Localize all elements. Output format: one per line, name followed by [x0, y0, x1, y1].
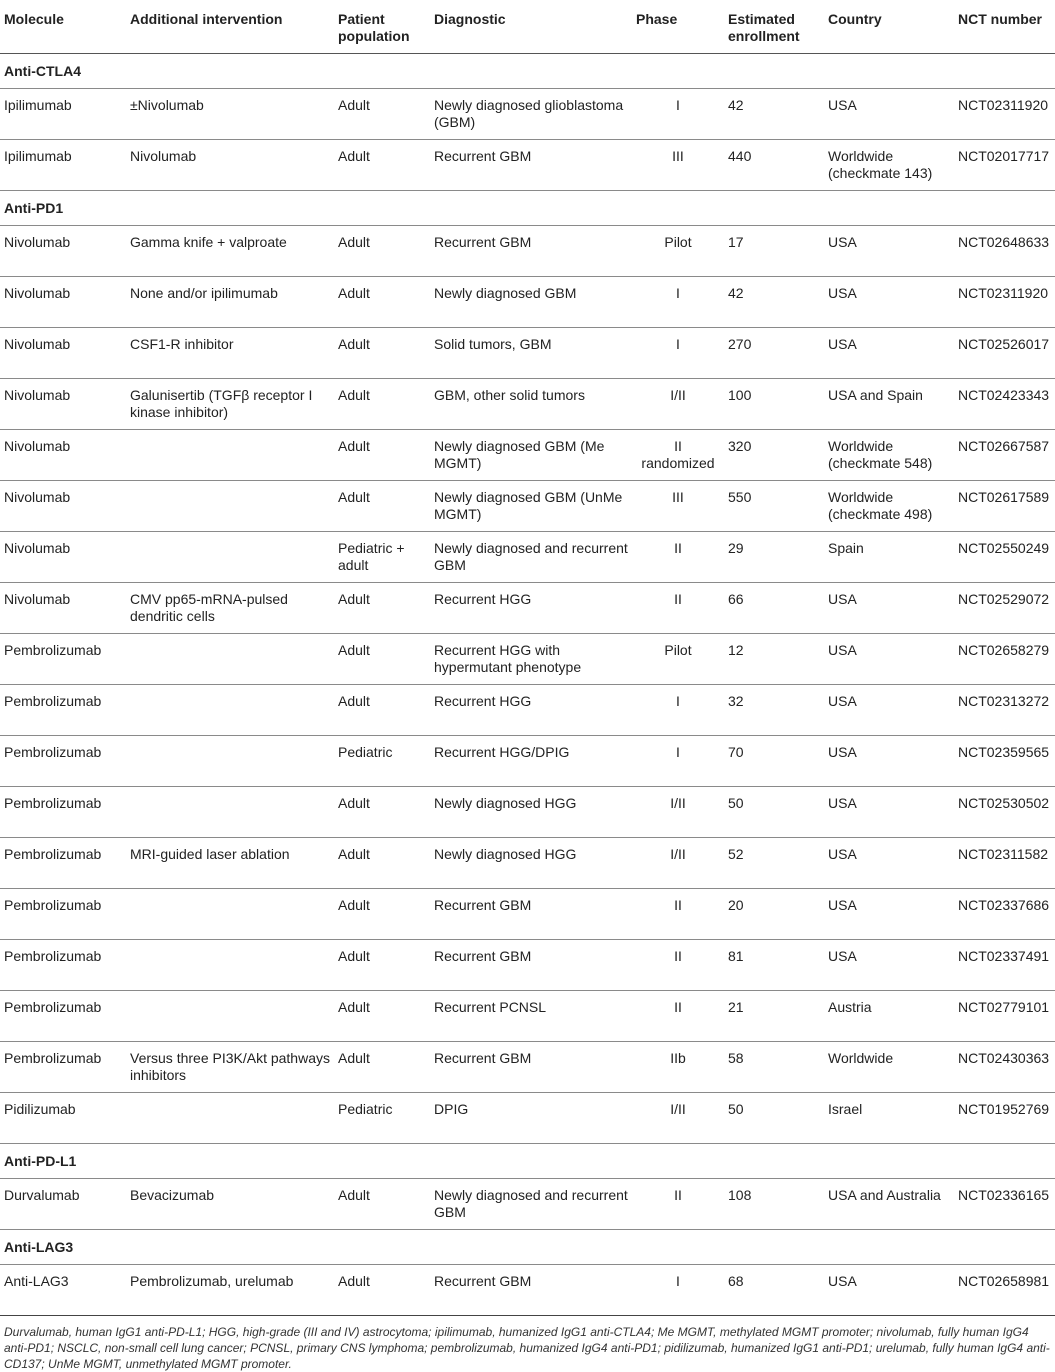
cell-nct: NCT02529072	[954, 583, 1055, 634]
cell-enrollment: 32	[724, 685, 824, 736]
cell-intervention: Gamma knife + valproate	[126, 226, 334, 277]
cell-population: Adult	[334, 226, 430, 277]
cell-population: Adult	[334, 685, 430, 736]
cell-nct: NCT02658981	[954, 1265, 1055, 1316]
cell-nct: NCT02530502	[954, 787, 1055, 838]
cell-intervention	[126, 889, 334, 940]
cell-population: Adult	[334, 430, 430, 481]
cell-diagnostic: Newly diagnosed GBM (UnMe MGMT)	[430, 481, 632, 532]
cell-molecule: Pembrolizumab	[0, 685, 126, 736]
cell-country: Worldwide (checkmate 143)	[824, 140, 954, 191]
cell-enrollment: 21	[724, 991, 824, 1042]
cell-diagnostic: Recurrent GBM	[430, 1265, 632, 1316]
table-row	[0, 1042, 1055, 1093]
cell-enrollment: 29	[724, 532, 824, 583]
header-country: Country	[824, 0, 954, 54]
cell-diagnostic: DPIG	[430, 1093, 632, 1144]
cell-nct: NCT02526017	[954, 328, 1055, 379]
cell-intervention: Nivolumab	[126, 140, 334, 191]
cell-nct: NCT02337686	[954, 889, 1055, 940]
cell-phase: III	[632, 481, 724, 532]
cell-intervention	[126, 940, 334, 991]
cell-population: Adult	[334, 1265, 430, 1316]
cell-phase: I	[632, 736, 724, 787]
table-row	[0, 481, 1055, 532]
cell-phase: I	[632, 277, 724, 328]
cell-phase: I	[632, 89, 724, 140]
cell-intervention	[126, 532, 334, 583]
cell-enrollment: 50	[724, 1093, 824, 1144]
cell-molecule: Anti-LAG3	[0, 1265, 126, 1316]
table-row	[0, 583, 1055, 634]
cell-intervention: CSF1-R inhibitor	[126, 328, 334, 379]
cell-molecule: Nivolumab	[0, 328, 126, 379]
cell-phase: II	[632, 583, 724, 634]
cell-molecule: Pidilizumab	[0, 1093, 126, 1144]
table-row	[0, 1093, 1055, 1144]
cell-country: USA	[824, 940, 954, 991]
cell-intervention: CMV pp65-mRNA-pulsed dendritic cells	[126, 583, 334, 634]
cell-intervention: Bevacizumab	[126, 1179, 334, 1230]
section-title: Anti-CTLA4	[0, 54, 1055, 89]
cell-phase: I/II	[632, 787, 724, 838]
cell-country: USA	[824, 226, 954, 277]
cell-country: Israel	[824, 1093, 954, 1144]
cell-country: USA	[824, 1265, 954, 1316]
cell-intervention	[126, 787, 334, 838]
cell-country: USA and Spain	[824, 379, 954, 430]
cell-intervention	[126, 685, 334, 736]
cell-country: USA	[824, 583, 954, 634]
header-molecule: Molecule	[0, 0, 126, 54]
section-title: Anti-PD-L1	[0, 1144, 1055, 1179]
cell-nct: NCT02550249	[954, 532, 1055, 583]
cell-molecule: Pembrolizumab	[0, 889, 126, 940]
cell-intervention	[126, 736, 334, 787]
section-title: Anti-PD1	[0, 191, 1055, 226]
header-population: Patient population	[334, 0, 430, 54]
cell-phase: II randomized	[632, 430, 724, 481]
cell-molecule: Pembrolizumab	[0, 634, 126, 685]
cell-phase: Pilot	[632, 634, 724, 685]
cell-molecule: Ipilimumab	[0, 140, 126, 191]
table-body	[0, 54, 1055, 1316]
cell-nct: NCT02311920	[954, 89, 1055, 140]
cell-molecule: Pembrolizumab	[0, 787, 126, 838]
cell-intervention	[126, 634, 334, 685]
cell-phase: III	[632, 140, 724, 191]
cell-country: USA	[824, 685, 954, 736]
cell-diagnostic: Newly diagnosed HGG	[430, 838, 632, 889]
cell-country: USA and Australia	[824, 1179, 954, 1230]
header-intervention: Additional intervention	[126, 0, 334, 54]
cell-intervention	[126, 481, 334, 532]
cell-molecule: Nivolumab	[0, 277, 126, 328]
cell-intervention: None and/or ipilimumab	[126, 277, 334, 328]
cell-diagnostic: Newly diagnosed GBM (Me MGMT)	[430, 430, 632, 481]
cell-molecule: Pembrolizumab	[0, 991, 126, 1042]
table-row	[0, 140, 1055, 191]
cell-country: Worldwide (checkmate 498)	[824, 481, 954, 532]
table-row	[0, 277, 1055, 328]
cell-intervention: Galunisertib (TGFβ receptor I kinase inhibitor)	[126, 379, 334, 430]
table-row	[0, 940, 1055, 991]
cell-molecule: Nivolumab	[0, 481, 126, 532]
cell-population: Adult	[334, 1042, 430, 1093]
cell-nct: NCT02311582	[954, 838, 1055, 889]
cell-country: Austria	[824, 991, 954, 1042]
cell-enrollment: 100	[724, 379, 824, 430]
header-phase: Phase	[632, 0, 724, 54]
cell-enrollment: 68	[724, 1265, 824, 1316]
cell-intervention	[126, 991, 334, 1042]
cell-molecule: Pembrolizumab	[0, 1042, 126, 1093]
cell-population: Adult	[334, 277, 430, 328]
cell-molecule: Nivolumab	[0, 430, 126, 481]
table-row	[0, 532, 1055, 583]
cell-phase: I	[632, 685, 724, 736]
cell-enrollment: 81	[724, 940, 824, 991]
cell-nct: NCT02337491	[954, 940, 1055, 991]
table-row	[0, 889, 1055, 940]
cell-enrollment: 320	[724, 430, 824, 481]
cell-enrollment: 108	[724, 1179, 824, 1230]
table-footnote: Durvalumab, human IgG1 anti-PD-L1; HGG, high-grade (III and IV) astrocytoma; ipilimumab, humanized IgG1 anti-CTLA4; Me MGMT, methylated MGMT promoter; nivolumab, fully human IgG4 anti-PD1; NSCLC, non-small cell lung cancer; PCNSL, primary CNS lymphoma; pembrolizumab, humanized IgG4 anti-PD1; pidilizumab, humanized IgG1 anti-PD1; urelumab, fully human IgG4 anti-CD137; UnMe MGMT, unmethylated MGMT promoter.	[4, 1325, 1050, 1371]
cell-diagnostic: Recurrent PCNSL	[430, 991, 632, 1042]
cell-phase: II	[632, 940, 724, 991]
section-row	[0, 191, 1055, 226]
cell-phase: I/II	[632, 838, 724, 889]
cell-country: USA	[824, 889, 954, 940]
table-row	[0, 430, 1055, 481]
cell-population: Adult	[334, 634, 430, 685]
cell-population: Adult	[334, 991, 430, 1042]
cell-enrollment: 17	[724, 226, 824, 277]
cell-phase: I/II	[632, 379, 724, 430]
table-row	[0, 379, 1055, 430]
cell-intervention: Versus three PI3K/Akt pathways inhibitors	[126, 1042, 334, 1093]
cell-nct: NCT02313272	[954, 685, 1055, 736]
cell-molecule: Durvalumab	[0, 1179, 126, 1230]
header-row	[0, 0, 1055, 54]
cell-country: USA	[824, 838, 954, 889]
table-row	[0, 685, 1055, 736]
cell-country: USA	[824, 787, 954, 838]
cell-intervention: Pembrolizumab, urelumab	[126, 1265, 334, 1316]
table-row	[0, 736, 1055, 787]
table-row	[0, 838, 1055, 889]
cell-intervention: ±Nivolumab	[126, 89, 334, 140]
cell-country: Worldwide	[824, 1042, 954, 1093]
cell-enrollment: 20	[724, 889, 824, 940]
cell-population: Adult	[334, 379, 430, 430]
cell-diagnostic: Recurrent HGG with hypermutant phenotype	[430, 634, 632, 685]
cell-enrollment: 58	[724, 1042, 824, 1093]
cell-diagnostic: Recurrent GBM	[430, 1042, 632, 1093]
cell-nct: NCT02658279	[954, 634, 1055, 685]
cell-phase: II	[632, 532, 724, 583]
cell-country: USA	[824, 634, 954, 685]
cell-diagnostic: Recurrent GBM	[430, 226, 632, 277]
cell-molecule: Nivolumab	[0, 583, 126, 634]
cell-phase: II	[632, 889, 724, 940]
cell-molecule: Nivolumab	[0, 379, 126, 430]
section-row	[0, 54, 1055, 89]
cell-enrollment: 440	[724, 140, 824, 191]
cell-nct: NCT02359565	[954, 736, 1055, 787]
cell-population: Adult	[334, 838, 430, 889]
cell-diagnostic: Recurrent GBM	[430, 940, 632, 991]
cell-country: USA	[824, 89, 954, 140]
header-enrollment: Estimated enrollment	[724, 0, 824, 54]
cell-diagnostic: Newly diagnosed HGG	[430, 787, 632, 838]
header-diagnostic: Diagnostic	[430, 0, 632, 54]
cell-intervention: MRI-guided laser ablation	[126, 838, 334, 889]
cell-population: Adult	[334, 940, 430, 991]
cell-nct: NCT02423343	[954, 379, 1055, 430]
cell-population: Adult	[334, 583, 430, 634]
cell-country: USA	[824, 277, 954, 328]
cell-population: Adult	[334, 328, 430, 379]
cell-country: USA	[824, 736, 954, 787]
cell-enrollment: 550	[724, 481, 824, 532]
cell-population: Adult	[334, 89, 430, 140]
table-row	[0, 328, 1055, 379]
cell-country: Worldwide (checkmate 548)	[824, 430, 954, 481]
cell-population: Adult	[334, 889, 430, 940]
cell-diagnostic: Solid tumors, GBM	[430, 328, 632, 379]
table-row	[0, 634, 1055, 685]
table-row	[0, 226, 1055, 277]
cell-population: Pediatric	[334, 736, 430, 787]
table-row	[0, 787, 1055, 838]
cell-nct: NCT02667587	[954, 430, 1055, 481]
cell-diagnostic: GBM, other solid tumors	[430, 379, 632, 430]
cell-phase: I	[632, 328, 724, 379]
cell-nct: NCT01952769	[954, 1093, 1055, 1144]
section-title: Anti-LAG3	[0, 1230, 1055, 1265]
cell-enrollment: 270	[724, 328, 824, 379]
cell-molecule: Nivolumab	[0, 532, 126, 583]
cell-phase: II	[632, 991, 724, 1042]
cell-intervention	[126, 1093, 334, 1144]
cell-enrollment: 70	[724, 736, 824, 787]
cell-population: Adult	[334, 481, 430, 532]
header-nct: NCT number	[954, 0, 1055, 54]
cell-nct: NCT02017717	[954, 140, 1055, 191]
cell-phase: I/II	[632, 1093, 724, 1144]
table-row	[0, 89, 1055, 140]
table-row	[0, 1265, 1055, 1316]
section-row	[0, 1230, 1055, 1265]
cell-nct: NCT02617589	[954, 481, 1055, 532]
cell-diagnostic: Newly diagnosed and recurrent GBM	[430, 532, 632, 583]
cell-diagnostic: Recurrent HGG/DPIG	[430, 736, 632, 787]
cell-country: Spain	[824, 532, 954, 583]
cell-molecule: Pembrolizumab	[0, 940, 126, 991]
cell-molecule: Ipilimumab	[0, 89, 126, 140]
cell-nct: NCT02311920	[954, 277, 1055, 328]
cell-population: Adult	[334, 1179, 430, 1230]
cell-diagnostic: Newly diagnosed and recurrent GBM	[430, 1179, 632, 1230]
cell-diagnostic: Recurrent GBM	[430, 889, 632, 940]
cell-phase: I	[632, 1265, 724, 1316]
cell-diagnostic: Newly diagnosed glioblastoma (GBM)	[430, 89, 632, 140]
cell-population: Adult	[334, 140, 430, 191]
cell-diagnostic: Recurrent GBM	[430, 140, 632, 191]
cell-enrollment: 50	[724, 787, 824, 838]
cell-diagnostic: Recurrent HGG	[430, 685, 632, 736]
cell-nct: NCT02648633	[954, 226, 1055, 277]
cell-molecule: Pembrolizumab	[0, 736, 126, 787]
cell-enrollment: 66	[724, 583, 824, 634]
cell-nct: NCT02430363	[954, 1042, 1055, 1093]
cell-phase: II	[632, 1179, 724, 1230]
cell-molecule: Pembrolizumab	[0, 838, 126, 889]
cell-molecule: Nivolumab	[0, 226, 126, 277]
cell-diagnostic: Newly diagnosed GBM	[430, 277, 632, 328]
cell-enrollment: 12	[724, 634, 824, 685]
cell-enrollment: 42	[724, 89, 824, 140]
cell-country: USA	[824, 328, 954, 379]
cell-population: Pediatric + adult	[334, 532, 430, 583]
section-row	[0, 1144, 1055, 1179]
cell-nct: NCT02336165	[954, 1179, 1055, 1230]
table-row	[0, 1179, 1055, 1230]
table-row	[0, 991, 1055, 1042]
cell-intervention	[126, 430, 334, 481]
cell-population: Pediatric	[334, 1093, 430, 1144]
cell-phase: IIb	[632, 1042, 724, 1093]
cell-nct: NCT02779101	[954, 991, 1055, 1042]
cell-diagnostic: Recurrent HGG	[430, 583, 632, 634]
cell-phase: Pilot	[632, 226, 724, 277]
cell-enrollment: 52	[724, 838, 824, 889]
cell-population: Adult	[334, 787, 430, 838]
cell-enrollment: 42	[724, 277, 824, 328]
